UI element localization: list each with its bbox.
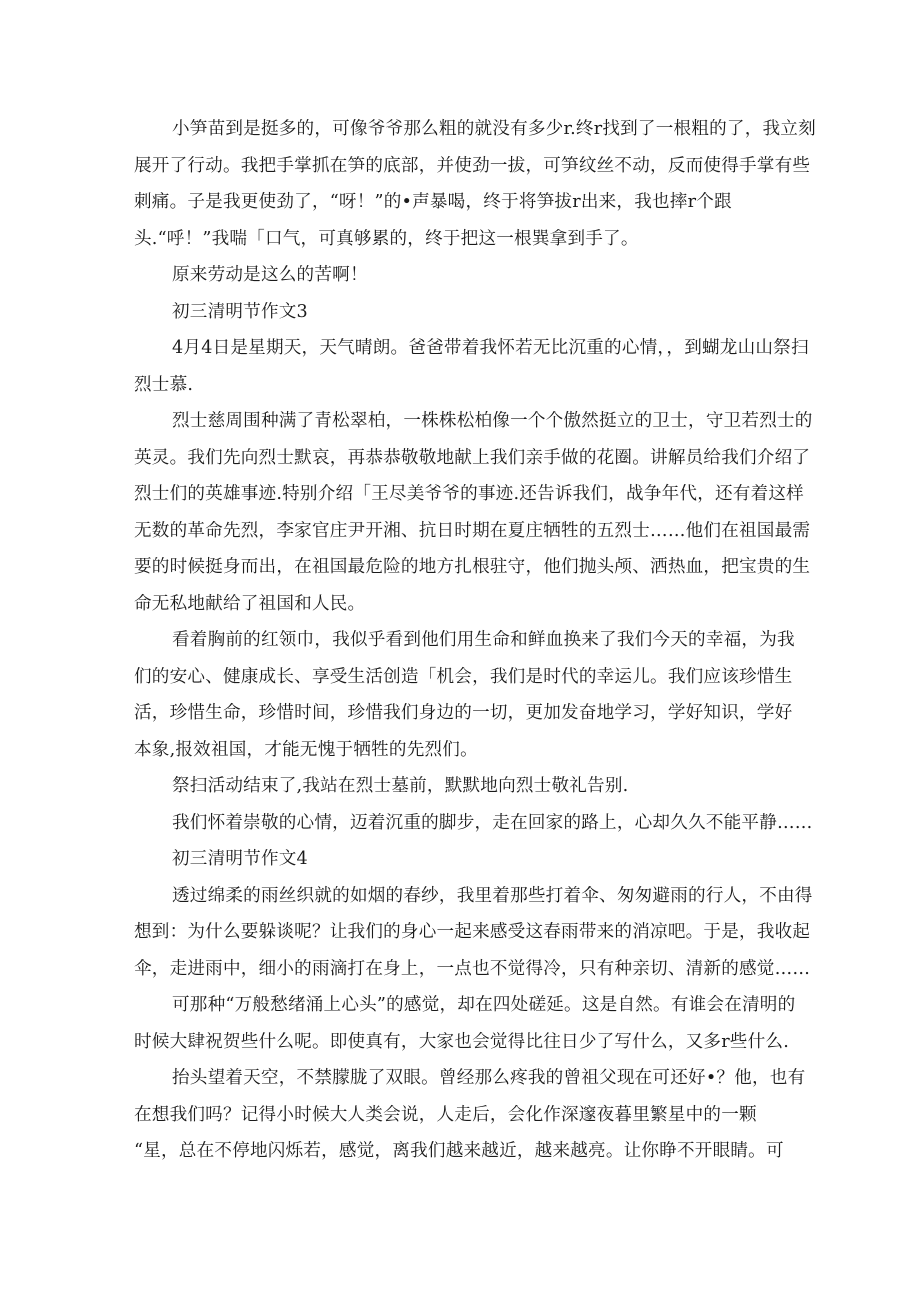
text-line: 透过绵柔的雨丝织就的如烟的春纱，我里着那些打着伞、匆匆避雨的行人，不由得	[172, 885, 813, 906]
text-line: 初三清明节作文4	[172, 849, 308, 869]
text-line: 4月4日是星期天，天气晴朗。爸爸带着我怀若无比沉重的心情，，到蝴龙山山祭扫	[172, 338, 809, 358]
text-line: 祭扫活动结束了,我站在烈士墓前，默默地向烈士敬礼告别.	[172, 776, 629, 796]
text-line: 想到：为什么要躲谈呢？让我们的身心一起来感受这春雨带来的消凉吧。于是，我收起	[134, 922, 811, 942]
text-line: 我们怀着崇敬的心情，迈着沉重的脚步，走在回家的路上，心却久久不能平静……	[172, 812, 813, 833]
text-line: 小笋苗到是挺多的，可像爷爷那么粗的就没有多少r.终r找到了一根粗的了，我立刻	[172, 119, 816, 139]
text-line: 可那种“万般愁绪涌上心头”的感觉，却在四处磋延。这是自然。有谁会在清明的	[172, 995, 796, 1015]
text-line: 时候大肆祝贺些什么呢。即使真有，大家也会觉得比往日少了写什么，又多r些什么.	[134, 1031, 789, 1052]
text-line: 展开了行动。我把手掌抓在笋的底部，并使劲一拔，可笋纹丝不动，反而使得手掌有些	[134, 155, 811, 176]
text-line: 无数的革命先烈，李家官庄尹开湘、抗日时期在夏庄牺牲的五烈士……他们在祖国最需	[134, 520, 811, 541]
text-line: 英灵。我们先向烈士默哀，再恭恭敬敬地献上我们亲手做的花圈。讲解员给我们介绍了	[134, 447, 811, 468]
text-line: 要的时候挺身而出，在祖国最危险的地方扎根驻守，他们抛头颅、洒热血，把宝贵的生	[134, 557, 811, 577]
text-line: 初三清明节作文3	[172, 301, 308, 322]
text-line: 原来劳动是这么的苦啊！	[172, 265, 368, 285]
text-line: 本象,报效祖国，才能无愧于牺牲的先烈们。	[134, 739, 478, 760]
text-line: 在想我们吗？记得小时候大人类会说，人走后，会化作深邃夜暮里繁星中的一颗	[134, 1104, 757, 1125]
text-line: 看着胸前的红领巾，我似乎看到他们用生命和鲜血换来了我们今天的幸福，为我	[172, 630, 795, 650]
text-line: 烈士慕.	[134, 374, 194, 395]
text-line: 烈士慈周围种满了青松翠柏，一株株松柏像一个个傲然挺立的卫士，守卫若烈士的	[172, 411, 813, 431]
text-line: 烈士们的英雄事迹.特别介绍「王尽美爷爷的事迹.还告诉我们，战争年代，还有着这样	[134, 484, 804, 504]
text-line: 伞，走进雨中，细小的雨滴打在身上，一点也不觉得冷，只有种亲切、清新的感觉……	[134, 958, 811, 979]
text-line: 们的安心、健康成长、享受生活创造「机会，我们是时代的幸运儿。我们应该珍惜生	[134, 666, 793, 687]
document-body	[134, 111, 816, 1170]
text-line: 刺痛。子是我更使劲了，“呀！”的•声暴喝，终于将笋拔r出来，我也摔r个跟	[134, 192, 732, 212]
text-line: 活，珍惜生命，珍惜时间，珍惜我们身边的一切，更加发奋地学习，学好知识，学好	[134, 703, 793, 723]
text-line: 命无私地献给了祖国和人民。	[134, 593, 366, 614]
text-line: “星，总在不停地闪烁若，感觉，离我们越来越近，越来越亮。让你睁不开眼睛。可	[134, 1141, 784, 1161]
text-line: 抬头望着天空，不禁朦胧了双眼。曾经那么疼我的曾祖父现在可还好•？他，也有	[172, 1068, 806, 1088]
text-line: 头.“呼！”我喘「口气，可真够累的，终于把这一根巽拿到手了。	[134, 228, 639, 249]
